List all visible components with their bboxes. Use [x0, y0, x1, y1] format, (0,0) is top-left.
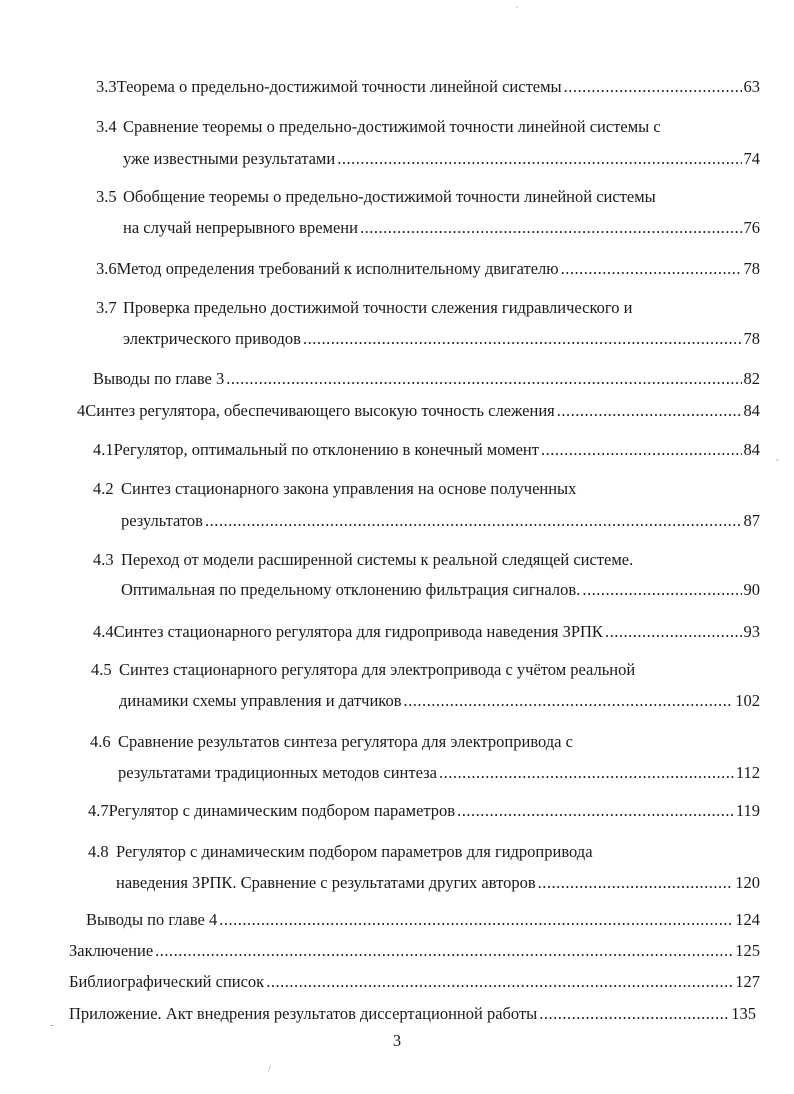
page-ref: 74 — [743, 149, 760, 168]
leader-dots — [303, 329, 742, 349]
page-ref: 135 — [731, 1004, 756, 1023]
entry-title: Регулятор, оптимальный по отклонению в конечный момент — [113, 440, 539, 459]
leader-dots — [582, 580, 741, 600]
page-ref: 76 — [743, 218, 760, 237]
toc-entry-conclusions-4[interactable] — [86, 910, 760, 930]
entry-title-line1: Сравнение теоремы о предельно-достижимой точности линейной системы с — [123, 117, 661, 136]
leader-dots — [266, 972, 733, 992]
entry-title: Заключение — [69, 941, 154, 960]
scan-speck: / — [268, 1064, 271, 1075]
toc-entry-3-6[interactable] — [96, 259, 760, 279]
page-ref: 87 — [743, 511, 760, 530]
leader-dots — [219, 910, 733, 930]
toc-entry-conclusion[interactable] — [69, 941, 760, 961]
page-ref: 124 — [735, 910, 760, 929]
scan-speck: , — [776, 452, 779, 463]
entry-title: Регулятор с динамическим подбором параметров — [108, 801, 456, 820]
leader-dots — [439, 763, 734, 783]
page-ref: 90 — [743, 580, 760, 599]
section-number: 4.5 — [91, 660, 112, 679]
entry-title-line1: Синтез стационарного закона управления на основе полученных — [121, 479, 577, 498]
leader-dots — [538, 873, 734, 893]
entry-title: Теорема о предельно-достижимой точности линейной системы — [116, 77, 562, 96]
section-number: 4.4 — [93, 622, 114, 641]
leader-dots — [605, 622, 742, 642]
entry-title: Синтез стационарного регулятора для гидропривода наведения ЗРПК — [113, 622, 603, 641]
section-number: 4.3 — [93, 550, 114, 569]
toc-entry-4-4[interactable] — [93, 622, 760, 642]
entry-title-line2: результатами традиционных методов синтеза — [118, 763, 437, 782]
entry-title: Библиографический список — [69, 972, 265, 991]
entry-title-line1: Обобщение теоремы о предельно-достижимой точности линейной системы — [123, 187, 656, 206]
page-ref: 112 — [735, 763, 760, 782]
page-ref: 119 — [735, 801, 760, 820]
entry-title: Выводы по главе 3 — [93, 369, 225, 388]
scan-speck: ` — [515, 6, 519, 17]
chapter-number: 4 — [77, 401, 86, 420]
entry-title: Метод определения требований к исполнительному двигателю — [116, 259, 559, 278]
entry-title-line2: на случай непрерывного времени — [123, 218, 358, 237]
entry-title-line2: уже известными результатами — [123, 149, 336, 168]
leader-dots — [360, 218, 742, 238]
entry-title-line2: результатов — [121, 511, 203, 530]
toc-entry-4-1[interactable] — [93, 440, 760, 460]
page-ref: 125 — [735, 941, 760, 960]
leader-dots — [457, 801, 734, 821]
page-ref: 63 — [743, 77, 760, 96]
entry-title: Синтез регулятора, обеспечивающего высокую точность слежения — [85, 401, 555, 420]
section-number: 4.7 — [88, 801, 109, 820]
entry-title-line2: Оптимальная по предельному отклонению фильтрация сигналов. — [121, 580, 581, 599]
page-ref: 102 — [735, 691, 760, 710]
section-number: 3.6 — [96, 259, 117, 278]
toc-entry-4-7[interactable] — [88, 801, 760, 821]
section-number: 4.1 — [93, 440, 114, 459]
entry-title-line1: Регулятор с динамическим подбором параметров для гидропривода — [116, 842, 593, 861]
entry-title-line1: Переход от модели расширенной системы к реальной следящей системе. — [121, 550, 634, 569]
entry-title-line2: электрического приводов — [123, 329, 301, 348]
page-ref: 93 — [743, 622, 760, 641]
leader-dots — [557, 401, 742, 421]
section-number: 4.8 — [88, 842, 109, 861]
toc-chapter-4[interactable] — [77, 401, 760, 421]
page-ref: 84 — [743, 401, 760, 420]
section-number: 3.7 — [96, 298, 117, 317]
section-number: 3.4 — [96, 117, 117, 136]
page-ref: 78 — [743, 259, 760, 278]
section-number: 4.6 — [90, 732, 111, 751]
toc-entry-bibliography[interactable] — [69, 972, 760, 992]
page-ref: 82 — [743, 369, 760, 388]
entry-title: Приложение. Акт внедрения результатов диссертационной работы — [69, 1004, 538, 1023]
entry-title-line2: динамики схемы управления и датчиков — [119, 691, 402, 710]
page-ref: 84 — [743, 440, 760, 459]
leader-dots — [561, 259, 742, 279]
section-number: 3.3 — [96, 77, 117, 96]
page-ref: 120 — [735, 873, 760, 892]
leader-dots — [155, 941, 733, 961]
leader-dots — [541, 440, 742, 460]
section-number: 4.2 — [93, 479, 114, 498]
section-number: 3.5 — [96, 187, 117, 206]
scan-speck: - — [50, 1020, 54, 1031]
leader-dots — [404, 691, 734, 711]
toc-entry-3-3[interactable] — [96, 77, 760, 97]
page-number: 3 — [392, 1031, 402, 1050]
leader-dots — [539, 1004, 729, 1024]
leader-dots — [226, 369, 741, 389]
leader-dots — [205, 511, 742, 531]
entry-title-line1: Проверка предельно достижимой точности слежения гидравлического и — [123, 298, 633, 317]
page-ref: 127 — [735, 972, 760, 991]
toc-entry-conclusions-3[interactable] — [93, 369, 760, 389]
entry-title-line1: Синтез стационарного регулятора для электропривода с учётом реальной — [119, 660, 636, 679]
page-ref: 78 — [743, 329, 760, 348]
entry-title-line2: наведения ЗРПК. Сравнение с результатами других авторов — [116, 873, 536, 892]
toc-entry-appendix[interactable] — [69, 1004, 756, 1024]
leader-dots — [564, 77, 742, 97]
entry-title-line1: Сравнение результатов синтеза регулятора для электропривода с — [118, 732, 573, 751]
leader-dots — [337, 149, 741, 169]
entry-title: Выводы по главе 4 — [86, 910, 218, 929]
